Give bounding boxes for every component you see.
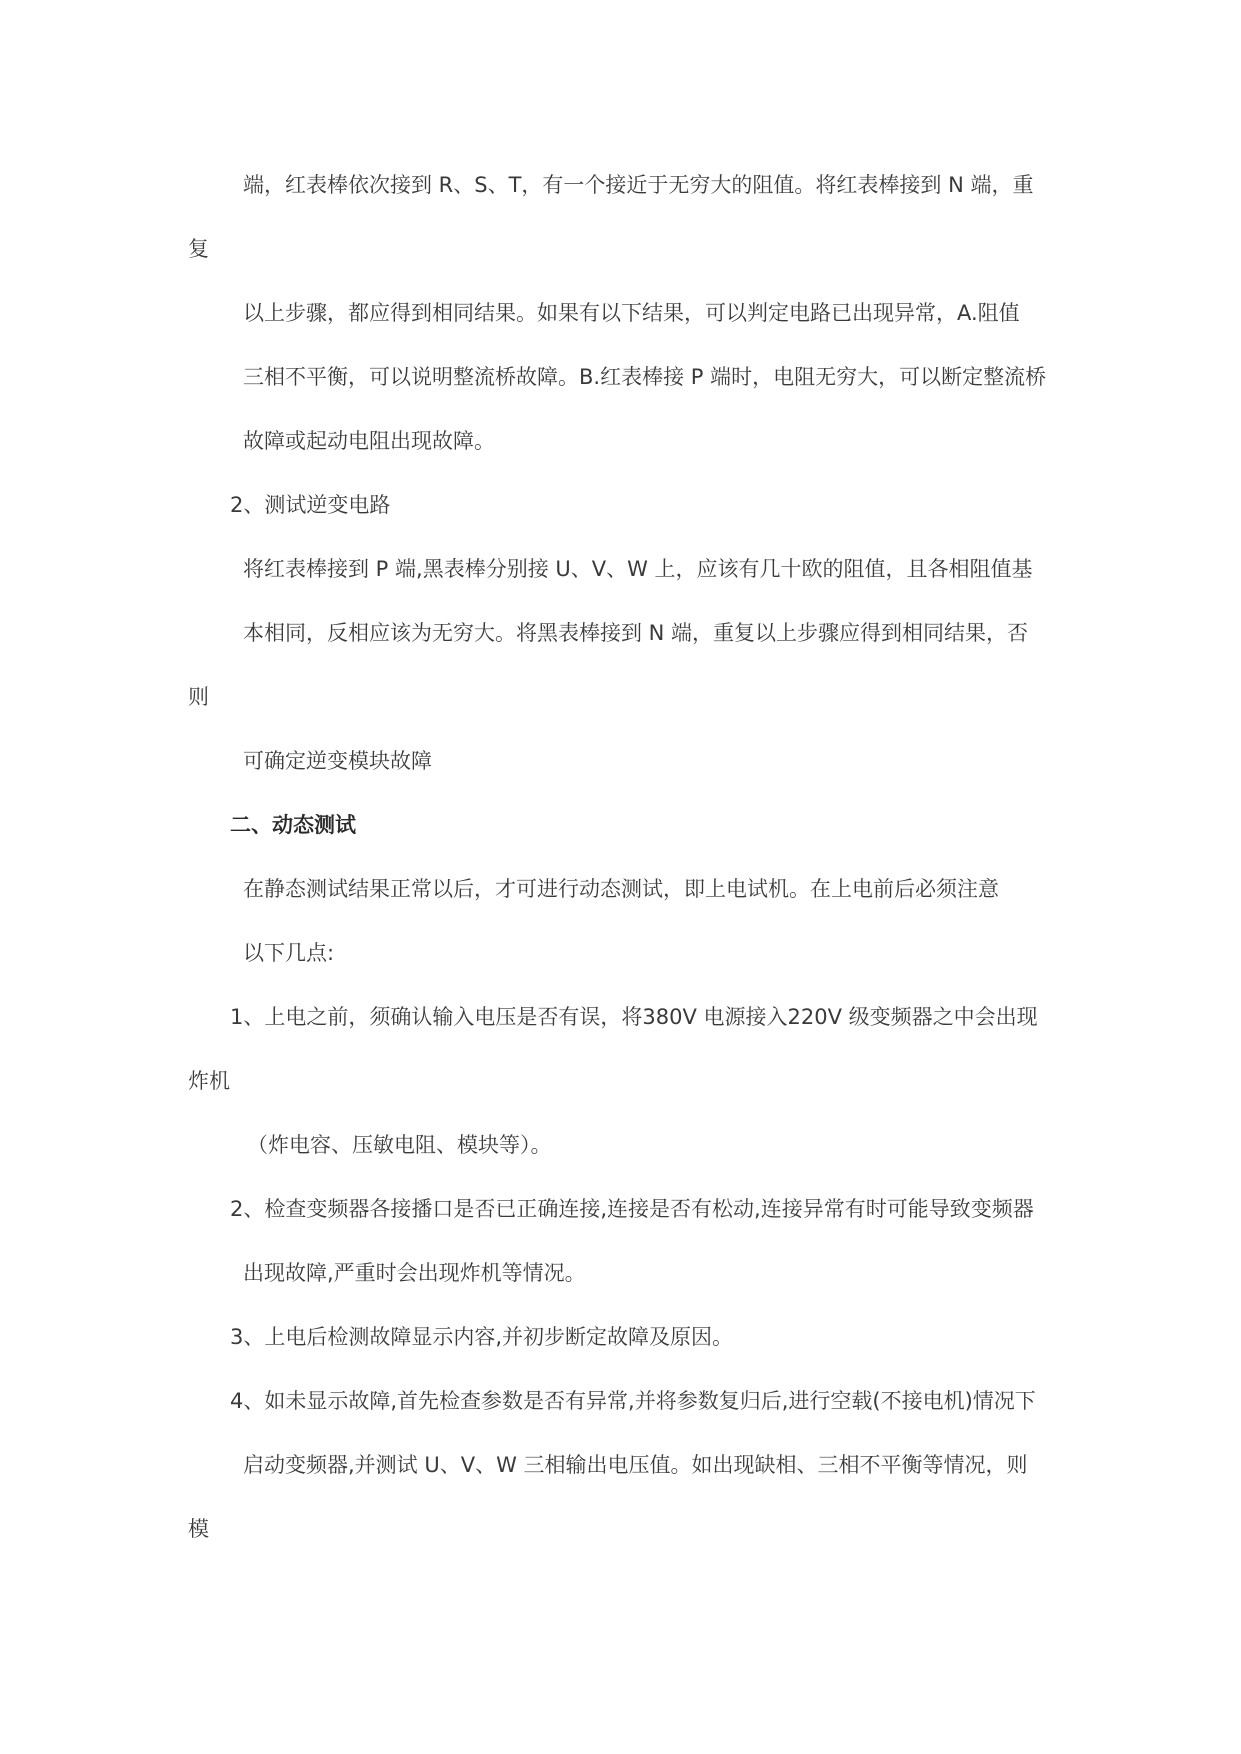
- paragraph-line: 出现故障,严重时会出现炸机等情况。: [243, 1261, 586, 1285]
- paragraph-line-wrap: 复: [188, 237, 209, 261]
- chapter-heading: 二、动态测试: [230, 813, 356, 837]
- paragraph-line: 以下几点:: [243, 941, 335, 965]
- paragraph-line-wrap: 则: [188, 685, 209, 709]
- paragraph-line-wrap: 炸机: [188, 1069, 230, 1093]
- paragraph-line-wrap: 模: [188, 1517, 209, 1541]
- section-heading: 2、测试逆变电路: [230, 493, 391, 517]
- paragraph-line: 三相不平衡，可以说明整流桥故障。B.红表棒接 P 端时，电阻无穷大，可以断定整流桥: [243, 365, 1047, 389]
- paragraph-line: 端，红表棒依次接到 R、S、T，有一个接近于无穷大的阻值。将红表棒接到 N 端，重: [243, 173, 1034, 197]
- paragraph-line: 故障或起动电阻出现故障。: [243, 429, 495, 453]
- list-item-line: 2、检查变频器各接播口是否已正确连接,连接是否有松动,连接异常有时可能导致变频器: [230, 1197, 1034, 1221]
- paragraph-line: 可确定逆变模块故障: [243, 749, 432, 773]
- list-item-line: 1、上电之前，须确认输入电压是否有误，将380V 电源接入220V 级变频器之中会出现: [230, 1005, 1038, 1029]
- paragraph-line: （炸电容、压敏电阻、模块等）。: [247, 1133, 552, 1157]
- list-item-line: 4、如未显示故障,首先检查参数是否有异常,并将参数复归后,进行空载(不接电机)情况下: [230, 1389, 1036, 1413]
- paragraph-line: 在静态测试结果正常以后，才可进行动态测试，即上电试机。在上电前后必须注意: [243, 877, 999, 901]
- paragraph-line: 本相同，反相应该为无穷大。将黑表棒接到 N 端，重复以上步骤应得到相同结果，否: [243, 621, 1029, 645]
- list-item-line: 3、上电后检测故障显示内容,并初步断定故障及原因。: [230, 1325, 734, 1349]
- paragraph-line: 启动变频器,并测试 U、V、W 三相输出电压值。如出现缺相、三相不平衡等情况，则: [243, 1453, 1028, 1477]
- paragraph-line: 将红表棒接到 P 端,黑表棒分别接 U、V、W 上，应该有几十欧的阻值，且各相阻值基: [243, 557, 1033, 581]
- paragraph-line: 以上步骤，都应得到相同结果。如果有以下结果，可以判定电路已出现异常，A.阻值: [243, 301, 1020, 325]
